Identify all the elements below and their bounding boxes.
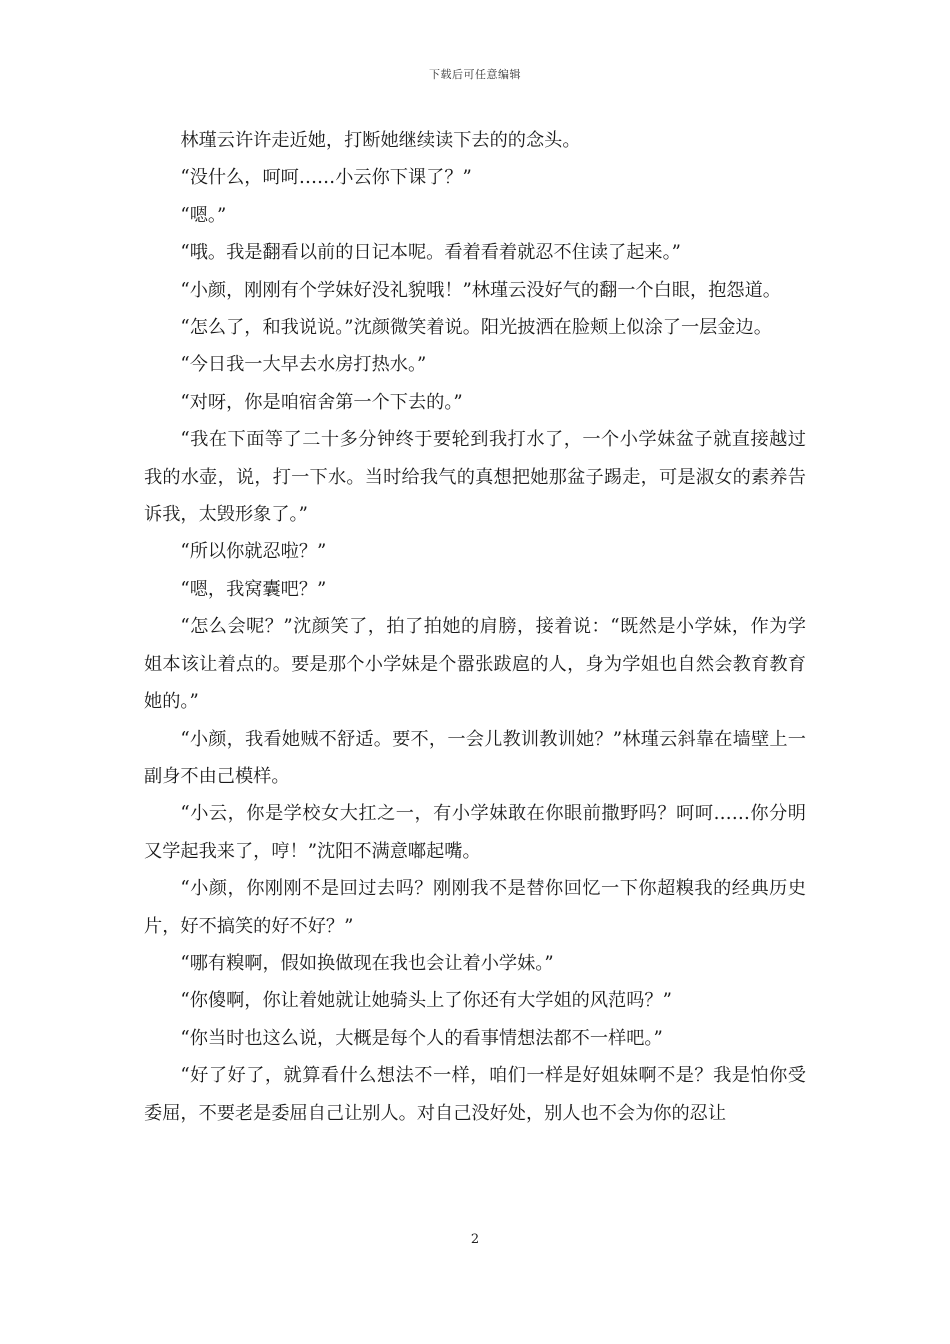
page-number: 2 xyxy=(470,1232,480,1247)
paragraph: “小颜，你刚刚不是回过去吗？刚刚我不是替你回忆一下你超糗我的经典历史片，好不搞笑的好不好？” xyxy=(144,878,806,937)
paragraph: “哪有糗啊，假如换做现在我也会让着小学妹。” xyxy=(180,952,554,974)
paragraph: “对呀，你是咱宿舍第一个下去的。” xyxy=(180,391,463,413)
paragraph: “所以你就忍啦？” xyxy=(180,541,327,563)
paragraph: “嗯。” xyxy=(180,204,227,226)
paragraph: “你傻啊，你让着她就让她骑头上了你还有大学姐的风范吗？” xyxy=(180,990,672,1012)
paragraph: “没什么，呵呵……小云你下课了？” xyxy=(180,167,472,189)
paragraph: “今日我一大早去水房打热水。” xyxy=(180,354,427,376)
paragraph: “嗯，我窝囊吧？” xyxy=(180,578,327,600)
paragraph: “怎么了，和我说说。”沈颜微笑着说。阳光披洒在脸颊上似涂了一层金边。 xyxy=(180,317,772,339)
document-body xyxy=(144,122,806,1132)
paragraph: “小颜，刚刚有个学妹好没礼貌哦！”林瑾云没好气的翻一个白眼，抱怨道。 xyxy=(180,279,781,301)
paragraph: 林瑾云许许走近她，打断她继续读下去的的念头。 xyxy=(180,130,581,151)
paragraph: “小颜，我看她贼不舒适。要不，一会儿教训教训她？”林瑾云斜靠在墙壁上一副身不由己模样。 xyxy=(144,728,806,787)
page-header: 下载后可任意编辑 xyxy=(429,68,521,81)
paragraph: “好了好了，就算看什么想法不一样，咱们一样是好姐妹啊不是？我是怕你受委屈，不要老是委屈自己让别人。对自己没好处，别人也不会为你的忍让 xyxy=(144,1065,806,1124)
paragraph: “哦。我是翻看以前的日记本呢。看着看着就忍不住读了起来。” xyxy=(180,242,681,264)
paragraph: “你当时也这么说，大概是每个人的看事情想法都不一样吧。” xyxy=(180,1027,663,1049)
paragraph: “小云，你是学校女大扛之一，有小学妹敢在你眼前撒野吗？呵呵……你分明又学起我来了，哼！”沈阳不满意嘟起嘴。 xyxy=(144,803,806,862)
paragraph: “我在下面等了二十多分钟终于要轮到我打水了，一个小学妹盆子就直接越过我的水壶，说，打一下水。当时给我气的真想把她那盆子踢走，可是淑女的素养告诉我，太毁形象了。” xyxy=(144,429,806,526)
paragraph: “怎么会呢？”沈颜笑了，拍了拍她的肩膀，接着说：“既然是小学妹，作为学姐本该让着点的。要是那个小学妹是个嚣张跋扈的人，身为学姐也自然会教育教育她的。” xyxy=(144,616,806,713)
